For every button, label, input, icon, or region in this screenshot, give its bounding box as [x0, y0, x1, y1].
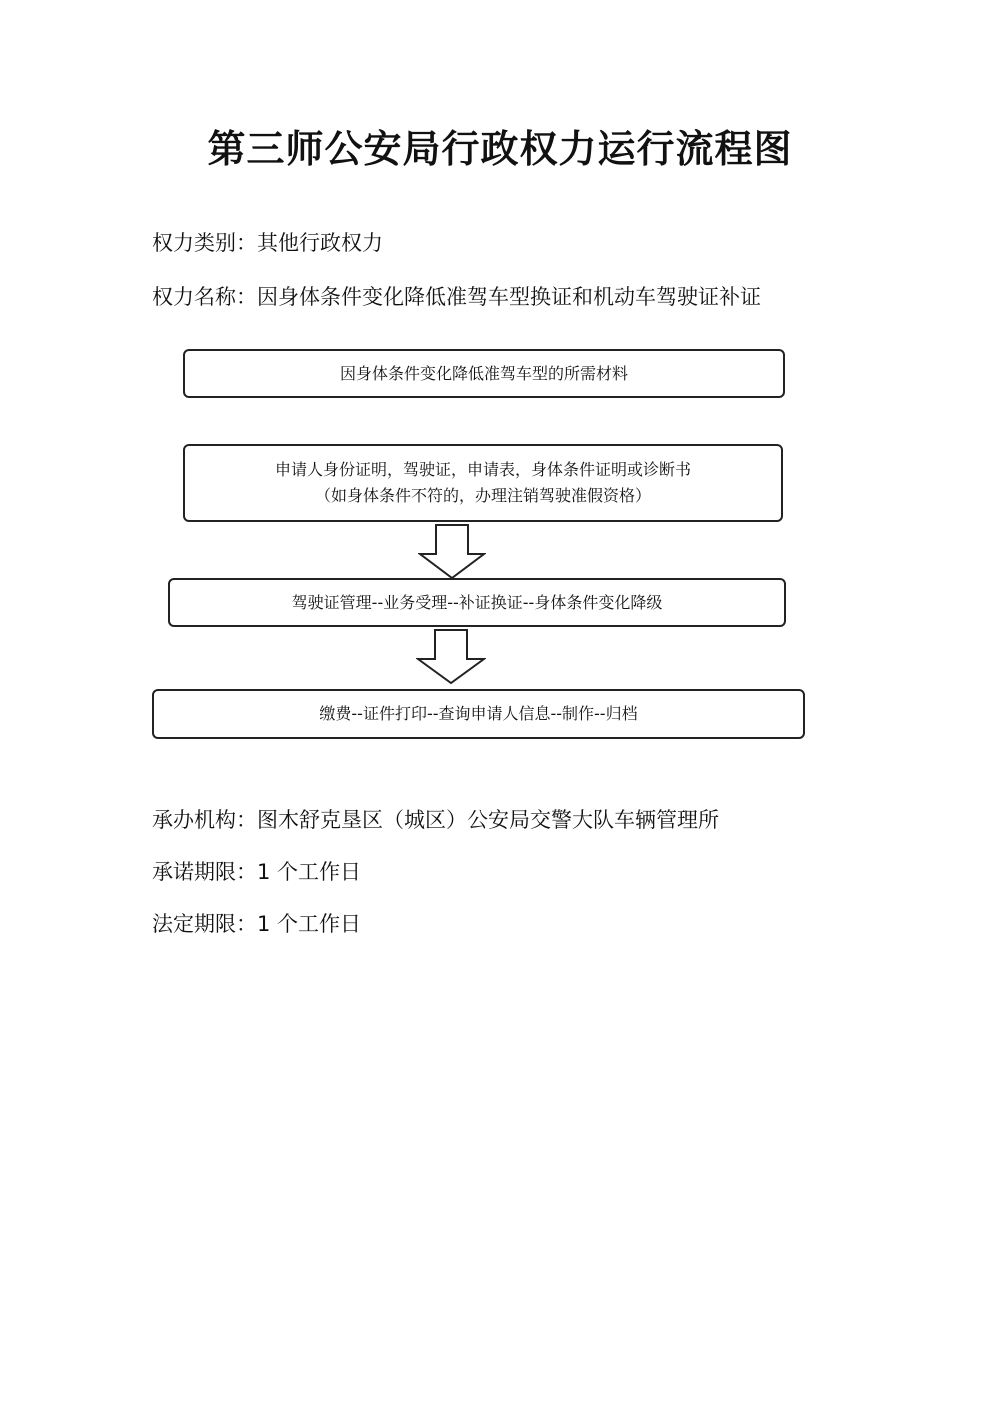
power-name-label: 权力名称：	[152, 285, 257, 309]
down-arrow-icon	[418, 524, 486, 580]
flow-step-materials-text: 因身体条件变化降低准驾车型的所需材料	[339, 363, 628, 383]
promised-term	[152, 857, 361, 887]
flow-step-documents	[183, 444, 783, 522]
power-category-label: 权力类别：	[152, 231, 257, 255]
handling-agency-label: 承办机构：	[152, 808, 257, 832]
power-name-value: 因身体条件变化降低准驾车型换证和机动车驾驶证补证	[257, 285, 761, 309]
legal-term-value: 1 个工作日	[257, 912, 362, 936]
promised-term-value: 1 个工作日	[257, 860, 362, 884]
legal-term-label: 法定期限：	[152, 912, 257, 936]
flow-step-materials	[183, 349, 785, 398]
legal-term	[152, 909, 361, 939]
power-category-value: 其他行政权力	[257, 231, 383, 255]
flow-step-documents-line1: 申请人身份证明，驾驶证，申请表，身体条件证明或诊断书	[274, 460, 691, 479]
flow-step-completion	[152, 689, 805, 739]
flow-step-processing	[168, 578, 786, 627]
promised-term-label: 承诺期限：	[152, 860, 257, 884]
flow-step-completion-text: 缴费--证件打印--查询申请人信息--制作--归档	[319, 704, 638, 723]
down-arrow-icon	[416, 629, 486, 685]
page-title: 第三师公安局行政权力运行流程图	[207, 126, 793, 171]
flow-step-processing-text: 驾驶证管理--业务受理--补证换证--身体条件变化降级	[291, 592, 663, 612]
power-category	[152, 228, 383, 258]
flow-step-documents-line2: （如身体条件不符的，办理注销驾驶准假资格）	[314, 486, 651, 505]
handling-agency-value: 图木舒克垦区（城区）公安局交警大队车辆管理所	[257, 808, 719, 832]
handling-agency	[152, 805, 719, 835]
power-name	[152, 282, 761, 312]
